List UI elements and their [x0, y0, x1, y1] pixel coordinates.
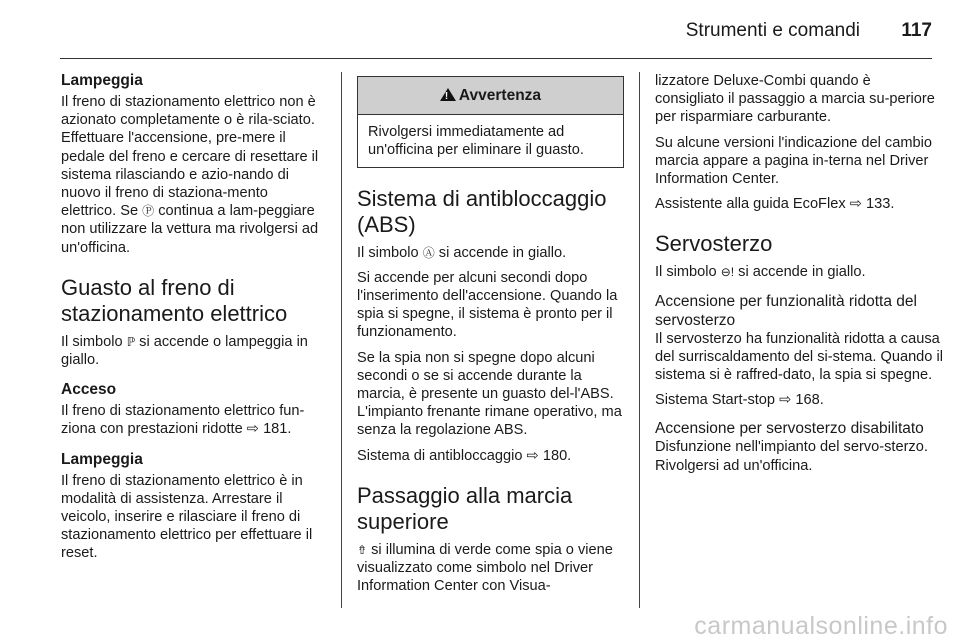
paragraph-servo: Il simbolo ⊖! si accende in giallo.: [655, 264, 866, 281]
page-ref-168[interactable]: 168.: [791, 392, 824, 409]
header-rule: [60, 58, 932, 59]
page-ref-arrow-icon: ⇨: [246, 421, 260, 438]
paragraph-cont-2: Su alcune versioni l'indicazione del cambio marcia appare a pagina in-terna nel Driver Information Center.: [655, 134, 932, 188]
column-divider-2: [639, 72, 640, 608]
paragraph-cont-3: Assistente alla guida EcoFlex ⇨ 133.: [655, 196, 895, 213]
page-ref-arrow-icon: ⇨: [779, 392, 792, 409]
paragraph-abs-2: Si accende per alcuni secondi dopo l'inserimento dell'accensione. Quando la spia si spegne, il sistema è pronto per il funzionamento.: [357, 269, 618, 341]
column-divider-1: [341, 72, 342, 608]
heading-acceso: Acceso: [61, 381, 117, 399]
paragraph-marcia: ⇮ si illumina di verde come spia o viene visualizzato come simbolo nel Driver Information Center con Visua-: [357, 541, 613, 595]
page-number: 117: [901, 20, 932, 41]
paragraph-startstop: Sistema Start-stop ⇨ 168.: [655, 392, 824, 409]
paragraph-lampeggia-1: Il freno di stazionamento elettrico non è azionato completamente o è rila-sciato. Effettuare l'accensione, pre-mere il pedale del freno e cercare di resettare il sistema rilasciando e azio-nando di nuovo il freno di staziona-mento elettrico. Se Ⓟ continua a lam-peggiare non utilizzare la vettura ma rivolgersi ad un'officina.: [61, 94, 319, 256]
paragraph-cont-1: lizzatore Deluxe-Combi quando è consigliato il passaggio a marcia su-periore per risparmiare carburante.: [655, 73, 935, 126]
warning-box: [357, 76, 624, 168]
steering-warning-icon: ⊖!: [720, 265, 735, 280]
watermark: carmanualsonline.info: [694, 612, 948, 640]
paragraph-lampeggia-2: Il freno di stazionamento elettrico è in modalità di assistenza. Arrestare il veicolo, inserire e rilasciare il freno di stazionamento elettrico per effettuare il reset.: [61, 472, 313, 562]
page-ref-arrow-icon: ⇨: [526, 447, 539, 464]
brake-fault-icon: ℙ: [126, 334, 136, 349]
abs-icon: Ⓐ: [422, 245, 435, 260]
heading-funzionalita-ridotta: Accensione per funzionalità ridotta del servosterzo: [655, 292, 917, 329]
page-ref-133[interactable]: 133.: [861, 196, 895, 213]
heading-marcia-superiore: Passaggio alla marcia superiore: [357, 482, 573, 534]
paragraph-ridotta: Il servosterzo ha funzionalità ridotta a causa del surriscaldamento del si-stema. Quando il sistema si è raffred-dato, la spia si spegne.: [655, 330, 943, 384]
heading-servosterzo-disabilitato: Accensione per servosterzo disabilitato: [655, 420, 924, 438]
running-header-title: Strumenti e comandi: [685, 20, 860, 41]
heading-lampeggia-1: Lampeggia: [61, 72, 143, 89]
heading-guasto-freno: Guasto al freno di stazionamento elettrico: [61, 274, 288, 326]
warning-header: !Avvertenza: [358, 77, 623, 115]
page-ref-181[interactable]: 181.: [259, 421, 292, 438]
paragraph-abs-4: Sistema di antibloccaggio ⇨ 180.: [357, 447, 572, 464]
column-1: [61, 72, 325, 570]
column-3: [655, 72, 943, 482]
paragraph-acceso: Il freno di stazionamento elettrico fun-ziona con prestazioni ridotte ⇨ 181.: [61, 403, 305, 438]
warning-text: Rivolgersi immediatamente ad un'officina per eliminare il guasto.: [368, 124, 584, 159]
parking-brake-icon: Ⓟ: [142, 204, 155, 219]
page-ref-arrow-icon: ⇨: [849, 196, 862, 213]
upshift-icon: ⇮: [357, 542, 368, 557]
heading-servosterzo: Servosterzo: [655, 231, 773, 257]
heading-abs: Sistema di antibloccaggio (ABS): [357, 185, 607, 237]
paragraph-abs-1: Il simbolo Ⓐ si accende in giallo.: [357, 244, 567, 261]
paragraph-disabilitato: Disfunzione nell'impianto del servo-sterzo. Rivolgersi ad un'officina.: [655, 439, 928, 474]
column-2: [357, 72, 624, 602]
heading-lampeggia-2: Lampeggia: [61, 450, 143, 468]
paragraph-guasto: Il simbolo ℙ si accende o lampeggia in giallo.: [61, 333, 308, 369]
warning-triangle-icon: [440, 88, 456, 101]
page-ref-180[interactable]: 180.: [538, 447, 572, 464]
paragraph-abs-3: Se la spia non si spegne dopo alcuni secondi o se si accende durante la marcia, è presente un guasto del-l'ABS. L'impianto frenante rimane operativo, ma senza la regolazione ABS.: [357, 349, 622, 439]
